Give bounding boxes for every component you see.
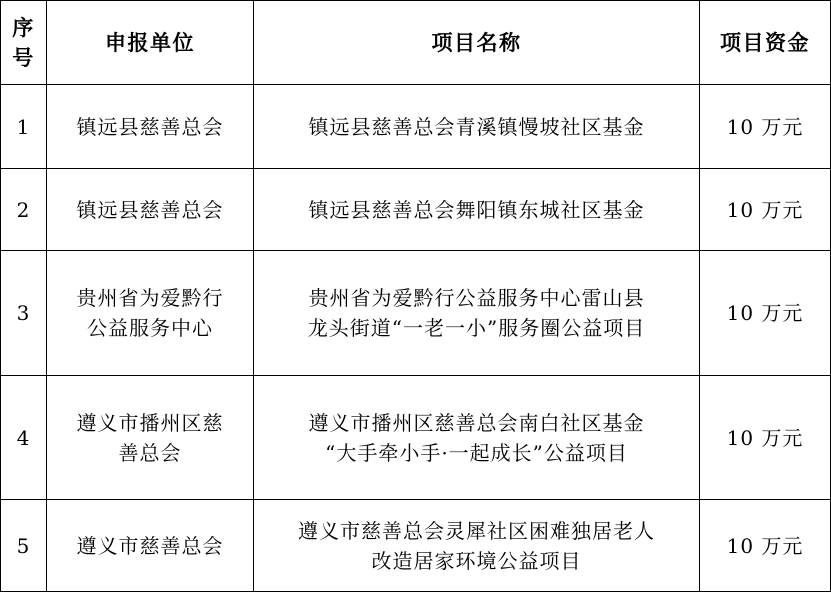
table-row	[1, 500, 831, 592]
cell-unit	[47, 169, 254, 251]
cell-unit-line: 公益服务中心	[87, 316, 213, 340]
cell-fund: 10 万元	[700, 500, 831, 592]
cell-unit	[47, 376, 254, 500]
header-seq	[1, 1, 47, 85]
table-row	[1, 251, 831, 376]
cell-fund: 10 万元	[700, 376, 831, 500]
cell-seq: 5	[1, 500, 47, 592]
cell-project-line: 贵州省为爱黔行公益服务中心雷山县	[308, 286, 645, 310]
cell-project-line: 遵义市慈善总会灵犀社区困难独居老人	[298, 518, 655, 543]
cell-unit-line: 遵义市慈善总会	[76, 533, 224, 558]
cell-seq: 2	[1, 169, 47, 251]
cell-project-line: 改造居家环境公益项目	[371, 548, 582, 573]
cell-project-line: “大手牵小手·一起成长”公益项目	[325, 440, 628, 465]
cell-unit-line: 镇远县慈善总会	[76, 114, 224, 139]
cell-unit-line: 善总会	[118, 440, 182, 465]
header-seq-line1: 序	[12, 15, 35, 40]
cell-unit	[47, 500, 254, 592]
cell-project	[254, 376, 700, 500]
table-row	[1, 85, 831, 169]
cell-unit-line: 贵州省为爱黔行	[76, 286, 224, 310]
cell-project	[254, 251, 700, 376]
cell-unit	[47, 85, 254, 169]
cell-fund: 10 万元	[700, 251, 831, 376]
table-row	[1, 376, 831, 500]
header-row	[1, 1, 831, 85]
cell-seq: 4	[1, 376, 47, 500]
cell-project	[254, 85, 700, 169]
cell-seq: 3	[1, 251, 47, 376]
header-seq-line2: 号	[12, 45, 35, 70]
cell-project	[254, 500, 700, 592]
cell-project-line: 镇远县慈善总会舞阳镇东城社区基金	[308, 197, 645, 222]
cell-seq: 1	[1, 85, 47, 169]
cell-project-line: 镇远县慈善总会青溪镇慢坡社区基金	[308, 114, 645, 139]
table-row	[1, 169, 831, 251]
cell-unit-line: 遵义市播州区慈	[76, 410, 224, 435]
header-project: 项目名称	[254, 1, 700, 85]
header-unit: 申报单位	[47, 1, 254, 85]
cell-fund: 10 万元	[700, 85, 831, 169]
cell-project-line: 遵义市播州区慈善总会南白社区基金	[308, 410, 645, 435]
cell-unit	[47, 251, 254, 376]
cell-project-line: 龙头街道“一老一小”服务圈公益项目	[307, 316, 646, 340]
cell-fund: 10 万元	[700, 169, 831, 251]
cell-project	[254, 169, 700, 251]
header-fund: 项目资金	[700, 1, 831, 85]
cell-unit-line: 镇远县慈善总会	[76, 197, 224, 222]
